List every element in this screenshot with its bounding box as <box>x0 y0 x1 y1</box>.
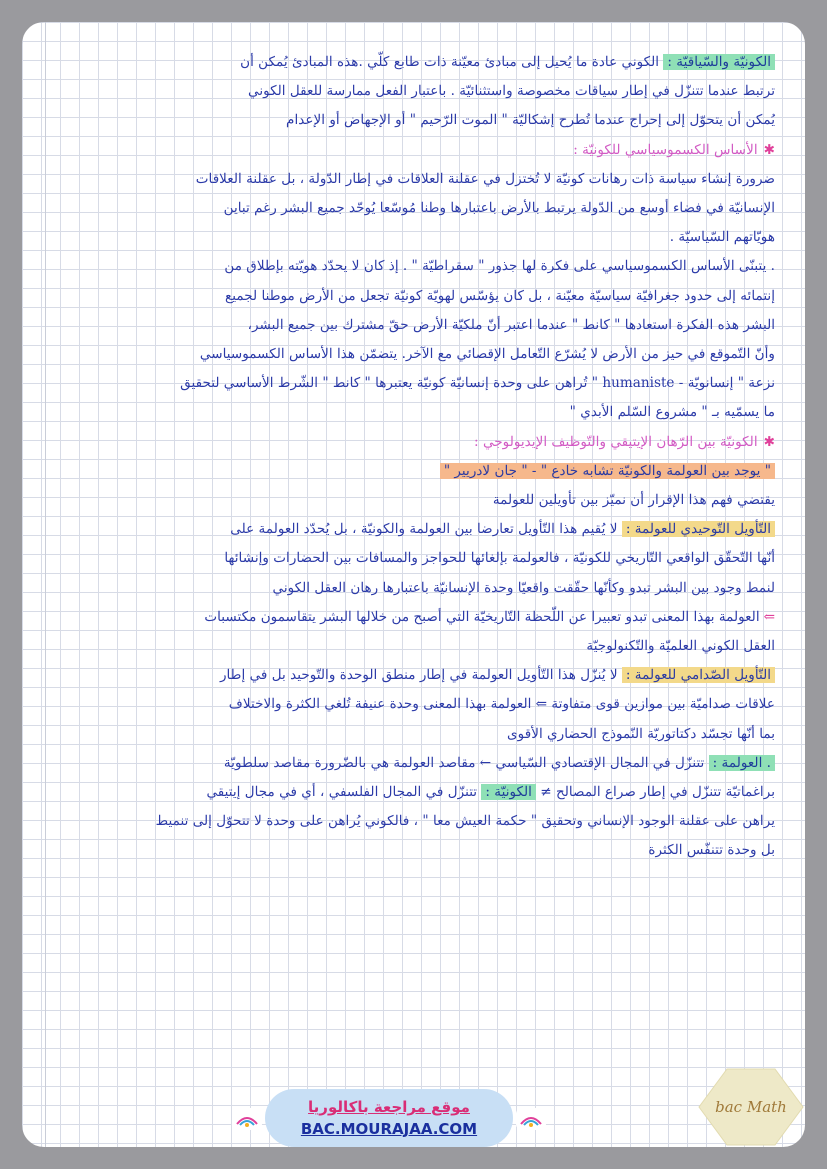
text-line: علاقات صداميّة بين موازين قوى متفاوتة ⇐ العولمة بهذا المعنى وحدة عنيفة تُلغي الكثرة والاختلاف <box>228 696 775 713</box>
site-logo-icon-right <box>516 1108 546 1130</box>
text-line: يقتضي فهم هذا الإقرار أن نميّز بين تأويلين للعولمة <box>492 492 775 509</box>
paragraph-globalization <box>52 749 775 778</box>
text-line: الكوني عادة ما يُحيل إلى مبادئ معيّنة ذات طابع كلّي .هذه المبادئ يُمكن أن <box>240 54 660 70</box>
paragraph-clash-interpretation <box>52 661 775 690</box>
section-heading-cosmopolitical <box>52 136 775 165</box>
text-line: براغماتيّة تتنزّل في إطار صراع المصالح <box>555 784 775 801</box>
site-footer-badge[interactable] <box>265 1089 513 1147</box>
not-equal-icon: ≠ <box>540 784 552 801</box>
text-line: بما أنّها تجسّد دكتاتوريّة النّموذج الحضاري الأقوى <box>507 725 775 742</box>
section-heading-ethical-ideological <box>52 428 775 457</box>
star-icon: ✱ <box>763 433 775 450</box>
quote-text: " يوجد بين العولمة والكونيّة تشابه خادع " - " جان لادريير " <box>440 463 775 479</box>
bac-math-logo <box>697 1067 805 1147</box>
paragraph-universality-contextuality <box>52 48 775 77</box>
heading-clash-interpretation: التّأويل الصّدامي للعولمة : <box>622 667 775 683</box>
quote-ladriere <box>52 457 775 486</box>
comparison-line <box>52 778 775 807</box>
text-line: أنّها التّحقّق الواقعي التّاريخي للكونيّة ، فالعولمة بإلغائها للحواجز والمسافات بين الحضارات وإنشائها <box>224 550 775 567</box>
text-line: لنمط وجود بين البشر تبدو وكأنّها حقّقت واقعيّا وحدة الإنسانيّة باعتبارها رهان العقل الكوني <box>272 579 775 596</box>
logo-text: bac Math <box>715 1098 787 1116</box>
heading-unifying-interpretation: التّأويل التّوحيدي للعولمة : <box>622 521 775 537</box>
text-line: ترتبط عندما تتنزّل في إطار سياقات مخصوصة واستثنائيّة . باعتبار الفعل ممارسة للعقل الكوني <box>247 83 775 100</box>
handwritten-notes <box>52 48 775 1027</box>
text-line: العولمة بهذا المعنى تبدو تعبيرا عن اللّحظة التّاريخيّة التي أصبح من خلالها البشر يتقاسمون مكتسبات <box>204 608 760 625</box>
text-line: هويّاتهم السّياسيّة . <box>669 229 775 246</box>
paragraph-unifying-interpretation <box>52 515 775 544</box>
notebook-page <box>22 22 805 1147</box>
heading-text: الكونيّة بين الرّهان الإيتيقي والتّوظيف الإيديولوجي : <box>474 433 758 450</box>
text-line: نزعة " إنسانويّة - humaniste " تُراهن على وحدة إنسانيّة كونيّة يعتبرها " كانط " الشّرط الأساسي لتحقيق <box>180 375 775 392</box>
implies-arrow-icon: ⇐ <box>763 608 775 625</box>
text-line: يراهن على عقلنة الوجود الإنساني وتحقيق " حكمة العيش معا " ، فالكوني يُراهن على وحدة لا تتحوّل إلى تنميط <box>155 813 775 830</box>
text-line: تتنزّل في المجال الفلسفي ، أي في مجال إيتيقي <box>206 784 478 801</box>
text-line: ما يسمّيه بـ " مشروع السّلم الأبدي " <box>569 404 775 421</box>
text-line: تتنزّل في المجال الإقتصادي السّياسي ← مقاصد العولمة هي بالضّرورة مقاصد سلطويّة <box>223 754 705 771</box>
text-line: . يتبنّى الأساس الكسموسياسي على فكرة لها جذور " سقراطيّة " . إذ كان لا يحدّد هويّته بإطلاق من <box>224 258 775 275</box>
text-line: الإنسانيّة في فضاء أوسع من الدّولة يرتبط بالأرض باعتبارها وطنا مُوسّعا يُوحّد جميع البشر رغم تباين <box>223 200 775 217</box>
conclusion-line <box>52 603 775 632</box>
heading-universality: الكونيّة : <box>481 784 536 800</box>
heading-globalization: . العولمة : <box>709 755 775 771</box>
heading-universality-contextuality: الكونيّة والسّياقيّة : <box>663 54 775 70</box>
heading-text: الأساس الكسموسياسي للكونيّة : <box>573 141 758 158</box>
margin-line <box>45 22 46 1147</box>
text-line: وأنّ التّموقع في حيز من الأرض لا يُشرّع التّعامل الإقصائي مع الآخر. يتضمّن هذا الأساس الكسموسياسي <box>199 346 775 363</box>
text-line: لا يُقيم هذا التّأويل تعارضا بين العولمة والكونيّة ، بل يُحدّد العولمة على <box>230 521 618 538</box>
site-url-link[interactable]: BAC.MOURAJAA.COM <box>300 1120 478 1138</box>
text-line: العقل الكوني العلميّة والتّكنولوجيّة <box>586 638 775 655</box>
star-icon: ✱ <box>763 141 775 158</box>
text-line: إنتمائه إلى حدود جغرافيّة سياسيّة معيّنة ، بل كان يؤسّس لهويّة كونيّة تجعل من الأرض موطنا لجميع <box>225 287 775 304</box>
text-line: ضرورة إنشاء سياسة ذات رهانات كونيّة لا تُختزل في عقلنة العلاقات في إطار الدّولة ، بل عقلنة العلاقات <box>195 170 775 187</box>
site-logo-icon-left <box>232 1108 262 1130</box>
text-line: البشر هذه الفكرة استعادها " كانط " عندما اعتبر أنّ ملكيّة الأرض حقّ مشترك بين جميع البشر، <box>247 316 775 333</box>
text-line: لا يُنزّل هذا التّأويل العولمة في إطار منطق الوحدة والتّوحيد بل في إطار <box>219 667 618 684</box>
text-line: يُمكن أن يتحوّل إلى إحراج عندما تُطرح إشكاليّة " الموت الرّحيم " أو الإجهاض أو الإعدام <box>286 112 775 129</box>
site-name[interactable]: موقع مراجعة باكالوريا <box>308 1098 470 1116</box>
text-line: بل وحدة تتنفّس الكثرة <box>648 842 775 859</box>
